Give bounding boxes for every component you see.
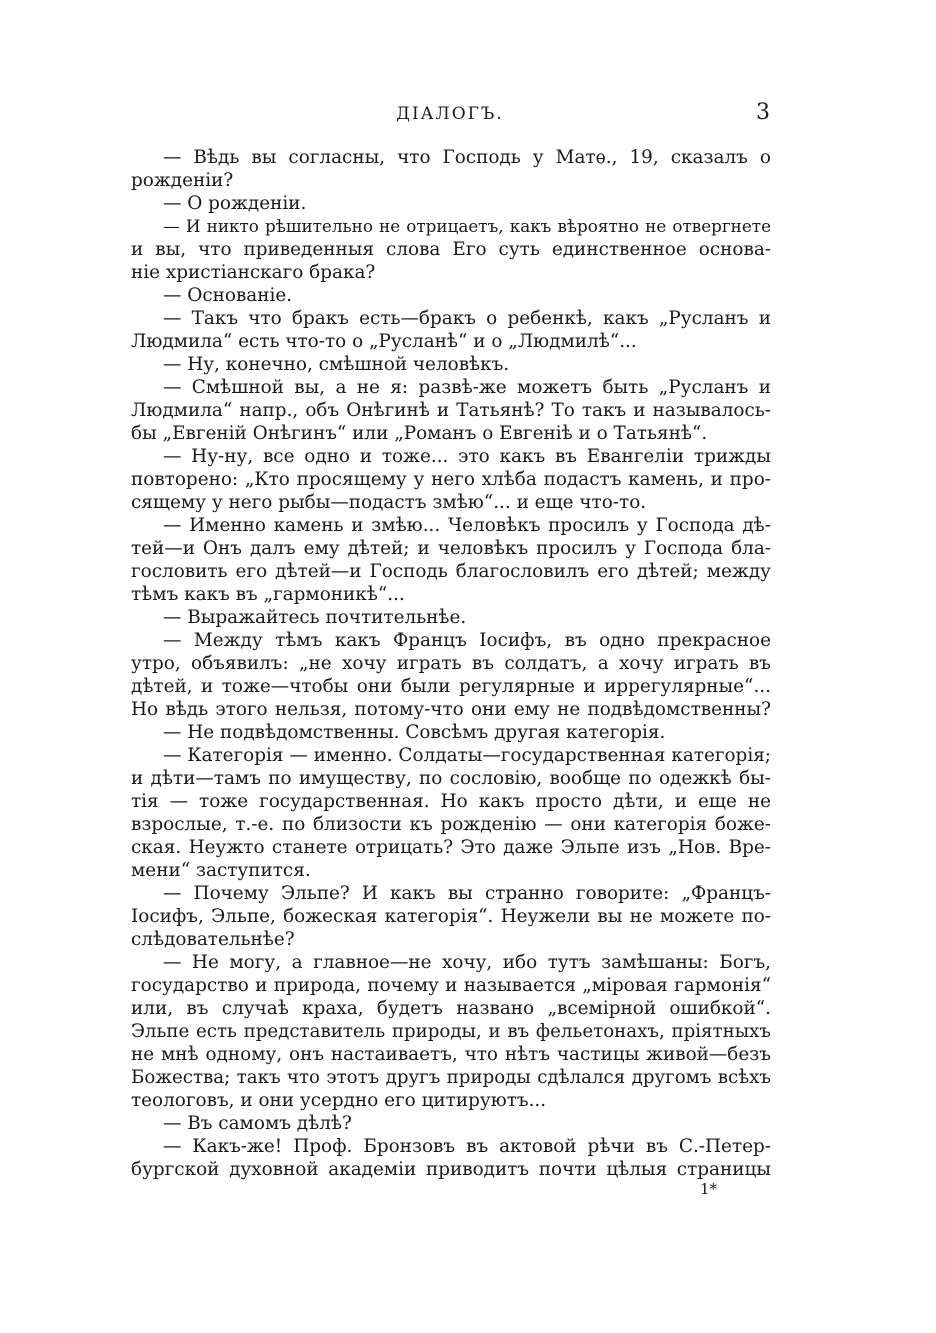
text-line: — Выражайтесь почтительнѣе. [163,607,467,628]
text-line: тiя — тоже государственная. Но какъ просто дѣти, и еще не [131,791,771,812]
text-line: государство и природа, почему и называется „мiровая гармонiя“ [131,975,771,996]
text-line: — Основанiе. [163,285,293,306]
text-line: и дѣти—тамъ по имуществу, по сословiю, вообще по одежкѣ бы- [131,768,771,789]
text-line: гословить его дѣтей—и Господь благословилъ его дѣтей; между [131,561,771,582]
text-line: Людмила“ есть что-то о „Русланѣ“ и о „Людмилѣ“... [131,331,637,352]
text-line: взрослые, т.-е. по близости къ рожденiю — они категорiя боже- [131,814,771,835]
body-text [131,146,771,1181]
text-line: утро, объявилъ: „не хочу играть въ солдатъ, а хочу играть въ [131,653,771,674]
text-line: — Какъ-же! Проф. Бронзовъ въ актовой рѣчи въ С.-Петер- [163,1136,771,1157]
text-line: — Ну-ну, все одно и тоже... это какъ въ Евангелiи трижды [163,446,771,467]
printer-signature-mark: 1* [700,1180,718,1198]
text-line: Людмила“ напр., объ Онѣгинѣ и Татьянѣ? То такъ и называлось- [131,400,771,421]
text-line: теологовъ, и они усердно его цитируютъ... [131,1090,547,1111]
text-line: нiе христiанскаго брака? [131,262,376,283]
text-line: или, въ случаѣ краха, будетъ названо „всемiрной ошибкой“. [131,998,771,1019]
text-line: — Такъ что бракъ есть—бракъ о ребенкѣ, какъ „Русланъ и [163,308,771,329]
page-number: 3 [756,100,770,125]
text-line: слѣдовательнѣе? [131,929,295,950]
text-line: — Между тѣмъ какъ Францъ Iосифъ, въ одно прекрасное [163,630,771,651]
running-head [130,100,770,130]
text-line: Но вѣдь этого нельзя, потому-что они ему не подвѣдомственны? [131,699,771,720]
text-line: Iосифъ, Эльпе, божеская категорiя“. Неужели вы не можете по- [131,906,771,927]
text-line: тей—и Онъ далъ ему дѣтей; и человѣкъ просилъ у Господа бла- [131,538,771,559]
text-line: — Вѣдь вы согласны, что Господь у Матѳ., 19, сказалъ о [163,147,771,168]
text-line: не мнѣ одному, онъ настаиваетъ, что нѣтъ частицы живой—безъ [131,1044,771,1065]
text-line: Эльпе есть представитель природы, и въ фельетонахъ, прiятныхъ [131,1021,771,1042]
text-line: — Смѣшной вы, а не я: развѣ-же можетъ быть „Русланъ и [163,377,771,398]
text-line: — Ну, конечно, смѣшной человѣкъ. [163,354,510,375]
text-line: — Не могу, а главное—не хочу, ибо тутъ замѣшаны: Богъ, [163,952,771,973]
text-line: — О рожденiи. [163,193,307,214]
text-line: — Въ самомъ дѣлѣ? [163,1113,352,1134]
text-line: бы „Евгенiй Онѣгинъ“ или „Романъ о Евгенiѣ и о Татьянѣ“. [131,423,708,444]
text-line: — Категорiя — именно. Солдаты—государственная категорiя; [163,745,771,766]
text-line: повторено: „Кто просящему у него хлѣба подастъ камень, и про- [131,469,771,490]
text-line: мени“ заступится. [131,860,311,881]
text-line: дѣтей, и тоже—чтобы они были регулярные и иррегулярные“... [131,676,771,697]
text-line: ская. Неужто станете отрицать? Это даже Эльпе изъ „Нов. Вре- [131,837,771,858]
text-line: Божества; такъ что этотъ другъ природы сдѣлался другомъ всѣхъ [131,1067,771,1088]
text-line: — Не подвѣдомственны. Совсѣмъ другая категорiя. [163,722,666,743]
text-line: рожденiи? [131,170,234,191]
running-title: ДIАЛОГЪ. [396,104,504,124]
text-line: бургской духовной академiи приводитъ почти цѣлыя страницы [131,1159,771,1180]
text-line: — Именно камень и змѣю... Человѣкъ просилъ у Господа дѣ- [163,515,771,536]
text-line: сящему у него рыбы—подастъ змѣю“... и еще что-то. [131,492,647,513]
text-line: — Почему Эльпе? И какъ вы странно говорите: „Францъ- [163,883,771,904]
text-line: тѣмъ какъ въ „гармоникѣ“... [131,584,405,605]
text-line: и вы, что приведенныя слова Его суть единственное основа- [131,239,771,260]
text-line: — И никто рѣшительно не отрицаетъ, какъ вѣроятно не отвергнете [163,216,771,236]
